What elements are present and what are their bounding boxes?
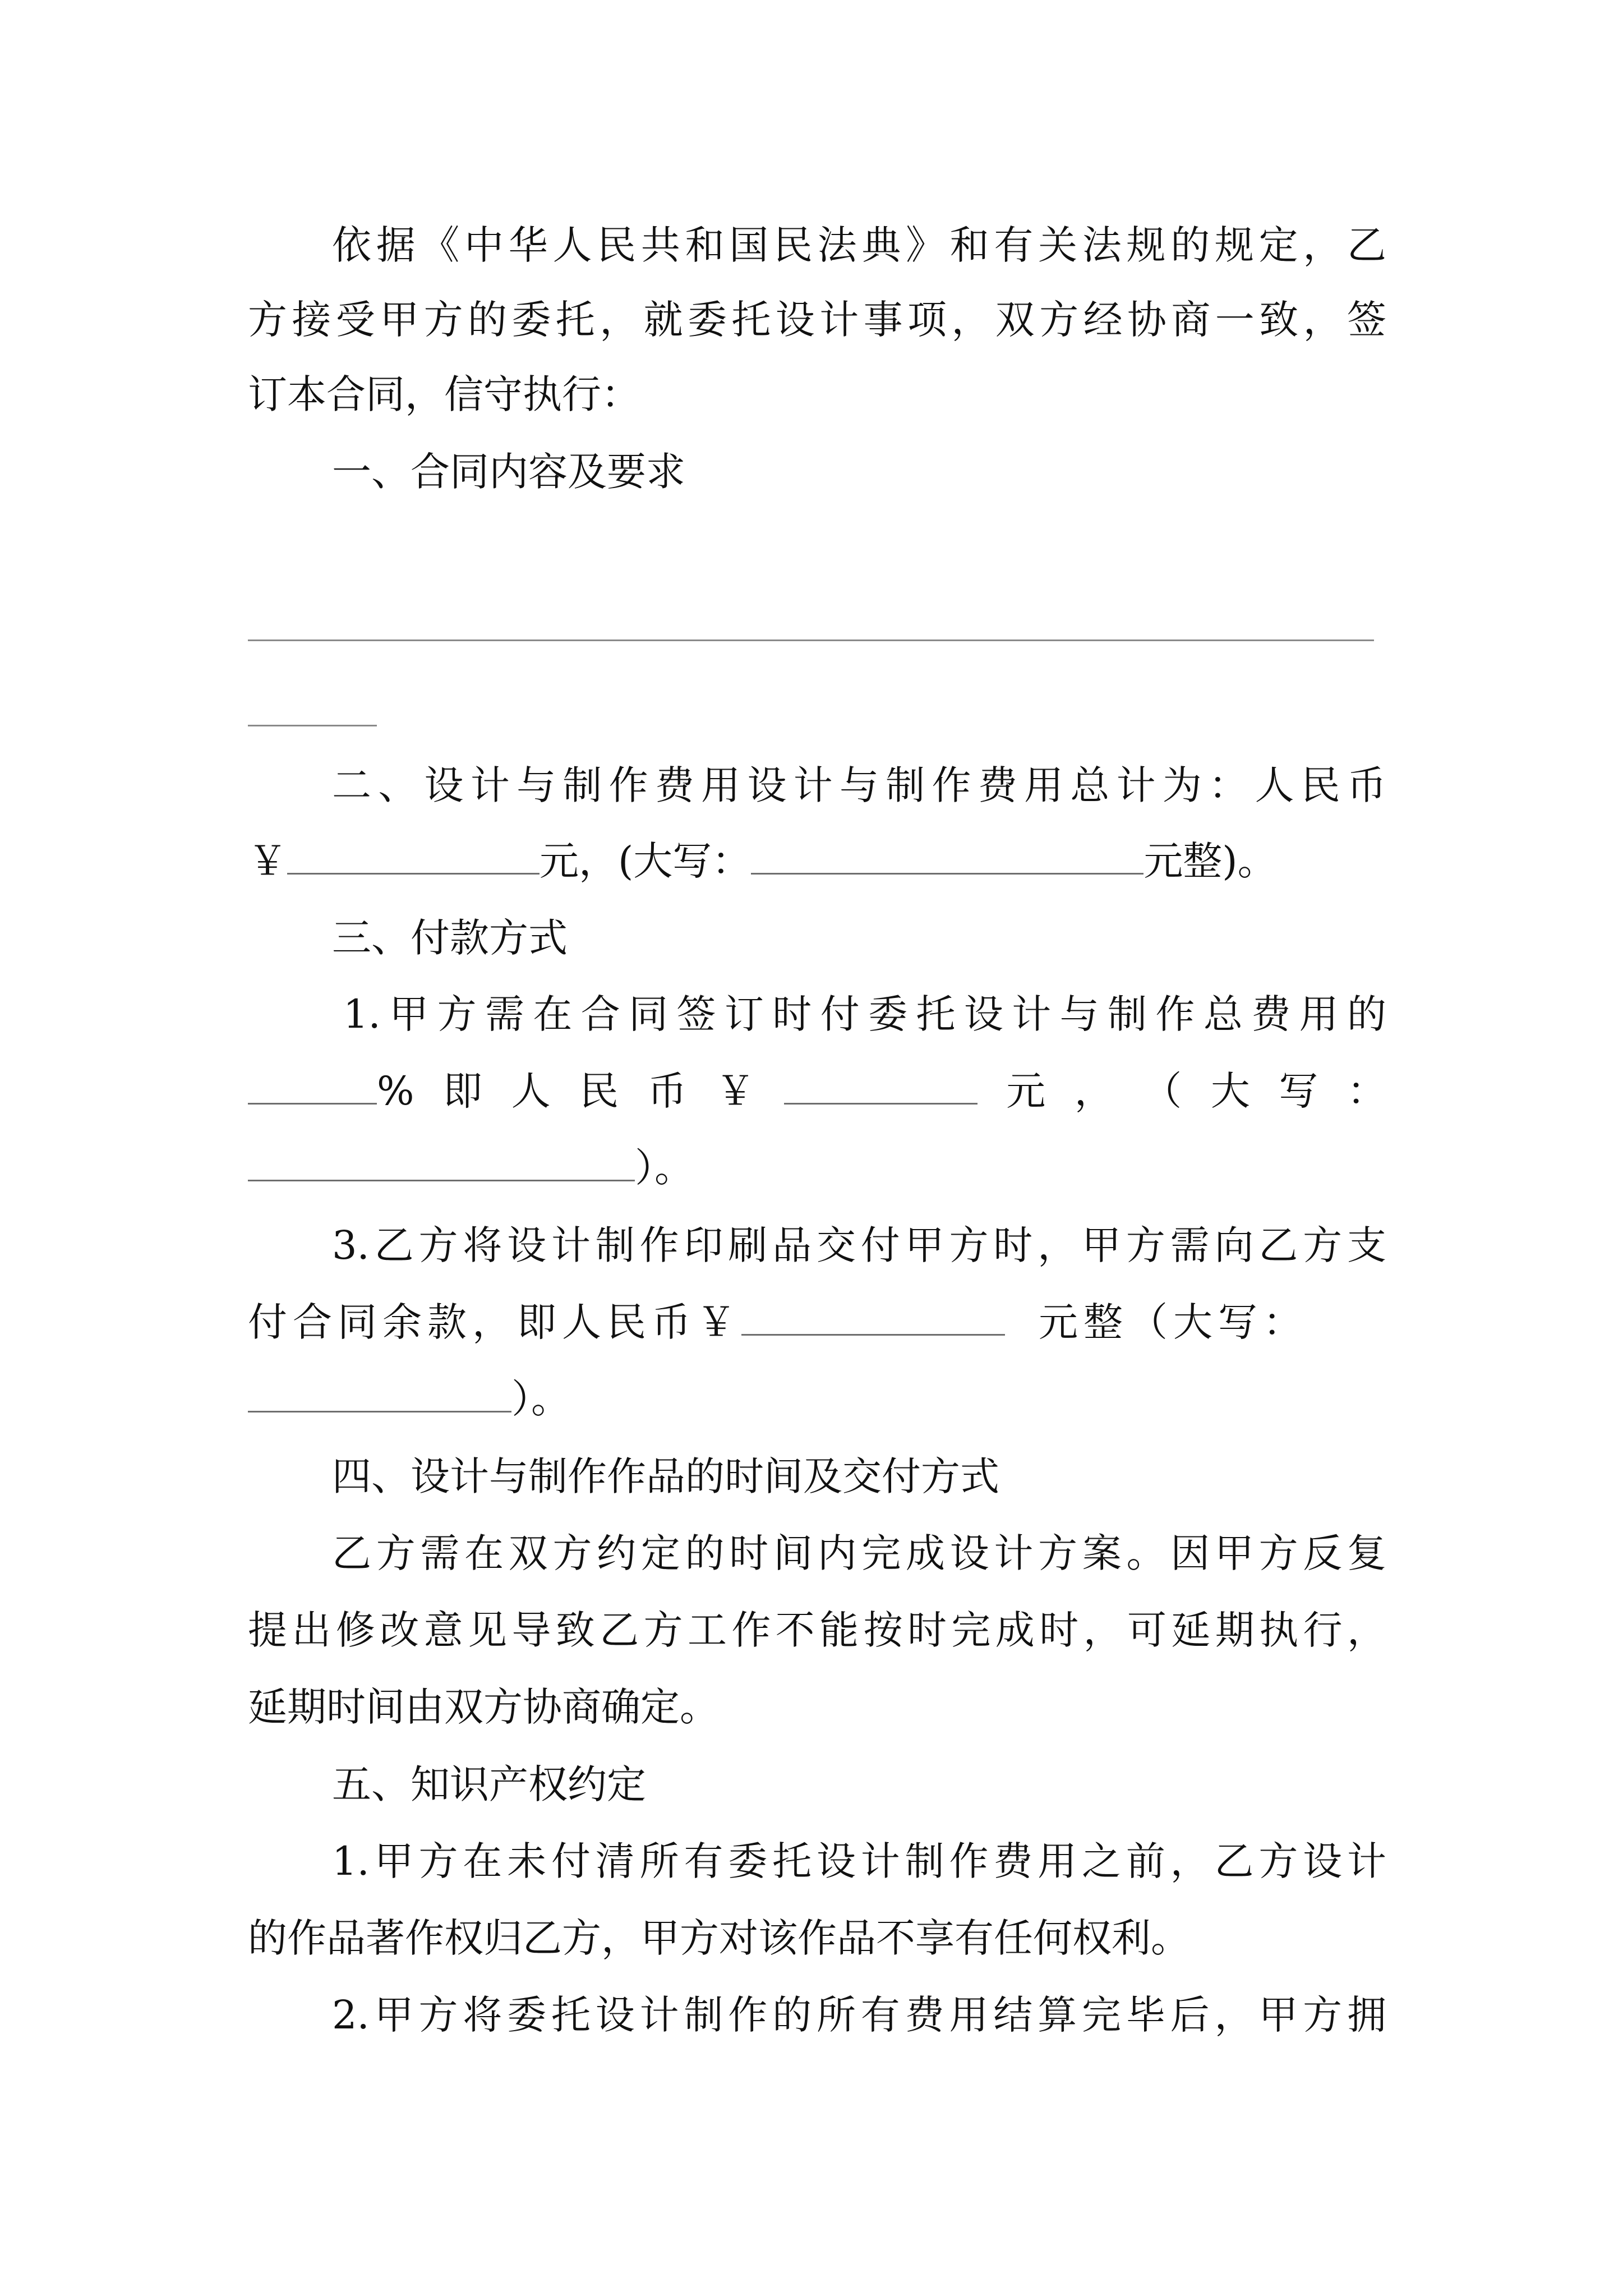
section-2-line-2 — [248, 827, 1386, 895]
percent-sign: % — [377, 1068, 414, 1114]
section-5-title: 五、知识产权约定 — [332, 1761, 646, 1807]
word-min: 民 — [579, 1068, 619, 1114]
section-3-title: 三、付款方式 — [332, 915, 568, 961]
section-5-item-1-line-2: 的作品著作权归乙方，甲方对该作品不享有任何权利。 — [248, 1915, 1190, 1961]
item-1-line-2 — [248, 1057, 1386, 1125]
item-3-line-2 — [248, 1289, 1386, 1356]
contract-page — [248, 0, 1386, 2296]
item-3-daxie-blank — [248, 1372, 511, 1412]
section-4-line-1: 乙方需在双方约定的时间内完成设计方案。因甲方反复 — [332, 1530, 1386, 1576]
daxie-close: 元整)。 — [1144, 838, 1277, 884]
unit-yuan: 元， — [540, 838, 618, 884]
section-4-line-3: 延期时间由双方协商确定。 — [248, 1684, 719, 1730]
section-5-item-2-line-1: 2.甲方将委托设计制作的所有费用结算完毕后，甲方拥 — [332, 1992, 1386, 2038]
word-bi: 币 — [647, 1068, 687, 1114]
intro-line-3: 订本合同，信守执行： — [248, 371, 640, 417]
item-1-daxie-blank — [248, 1140, 635, 1181]
word-da: 大 — [1210, 1068, 1250, 1114]
colon: ： — [1347, 1068, 1386, 1114]
section-1-title: 一、合同内容及要求 — [332, 449, 685, 495]
item-1-line-3 — [248, 1134, 1386, 1202]
paren-open: （ — [1142, 1068, 1182, 1114]
word-yuan: 元 — [1006, 1068, 1046, 1114]
word-ji: 即 — [443, 1068, 483, 1114]
item-3-line-2-start: 付合同余款，即人民币￥ — [248, 1299, 741, 1345]
word-xie: 写 — [1279, 1068, 1318, 1114]
section-4-line-2: 提出修改意见导致乙方工作不能按时完成时，可延期执行， — [248, 1607, 1386, 1653]
content-blank-line-1 — [248, 639, 1374, 641]
daxie-blank — [751, 834, 1144, 875]
section-4-title: 四、设计与制作作品的时间及交付方式 — [332, 1453, 999, 1499]
comma: ， — [1074, 1068, 1114, 1114]
item-3-line-3 — [248, 1365, 1386, 1433]
section-2-line-1: 二、设计与制作费用设计与制作费用总计为：人民币 — [332, 762, 1386, 808]
item-1-close: ）。 — [635, 1145, 694, 1191]
item-1-line-1: 1.甲方需在合同签订时付委托设计与制作总费用的 — [343, 991, 1386, 1037]
item-1-amount-blank — [784, 1064, 978, 1105]
item-3-line-1: 3.乙方将设计制作印刷品交付甲方时，甲方需向乙方支 — [332, 1222, 1386, 1268]
intro-line-1: 依据《中华人民共和国民法典》和有关法规的规定，乙 — [332, 222, 1386, 268]
currency-sign: ￥ — [248, 838, 287, 884]
percent-blank — [248, 1064, 377, 1105]
currency-sign: ￥ — [716, 1068, 755, 1114]
item-3-line-2-end: 元整（大写： — [1039, 1299, 1308, 1345]
section-5-item-1-line-1: 1.甲方在未付清所有委托设计制作费用之前，乙方设计 — [332, 1838, 1386, 1884]
item-3-amount-blank — [741, 1295, 1005, 1336]
word-ren: 人 — [511, 1068, 551, 1114]
daxie-open: (大写： — [618, 838, 751, 884]
intro-line-2: 方接受甲方的委托，就委托设计事项，双方经协商一致，签 — [248, 297, 1386, 343]
content-blank-line-2 — [248, 725, 377, 726]
amount-blank — [287, 834, 540, 875]
item-3-close: ）。 — [511, 1376, 570, 1422]
